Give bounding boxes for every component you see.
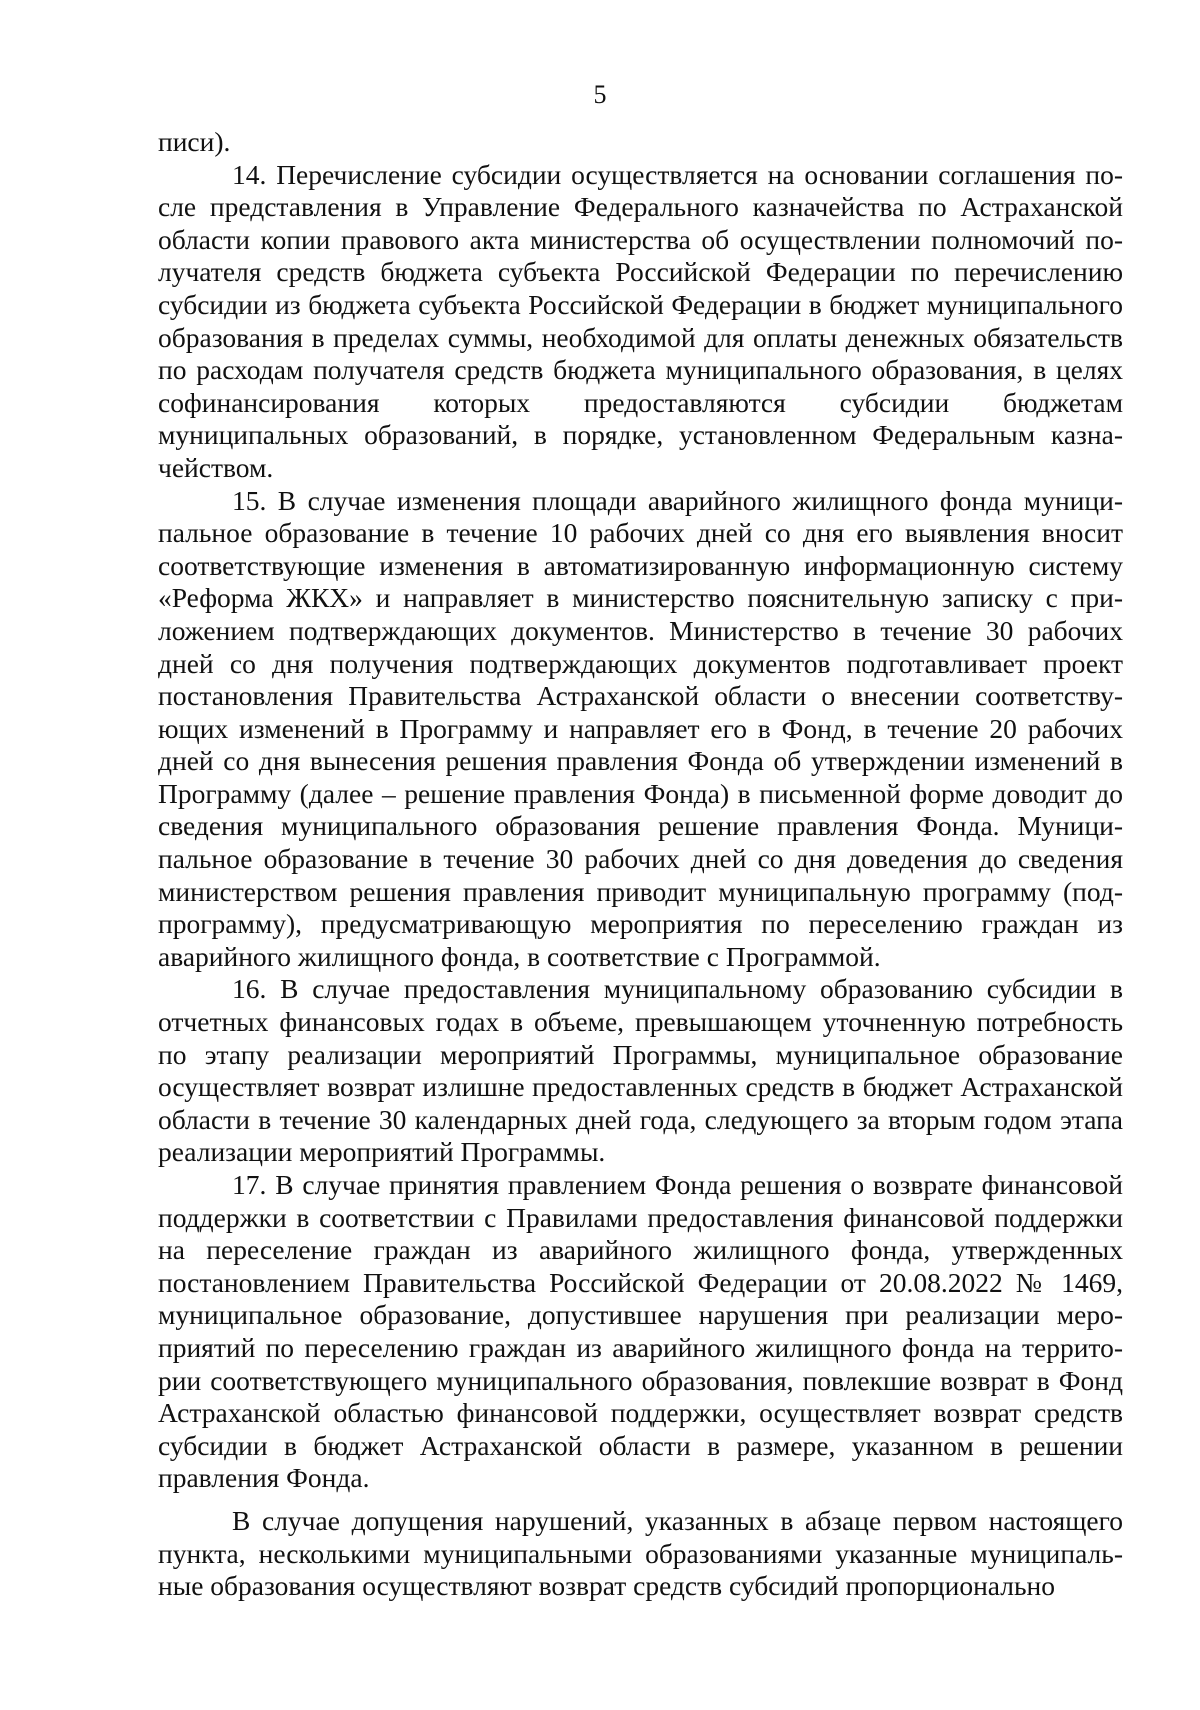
paragraph-continuation: писи).	[158, 126, 231, 157]
document-body	[158, 126, 1123, 1603]
paragraph-item-15: 15. В случае изменения площади аварийного жилищного фонда муниципальное образование в течение 10 рабочих дней со дня его выявления вносит соответствующие изменения в автоматизированную информационную систему «Реформа ЖКХ» и направляет в министерство пояснительную записку с приложением подтверждающих документов. Министерство в течение 30 рабочих дней со дня получения подтверждающих документов подготавливает проект постановления Правительства Астраханской области о внесении соответствующих изменений в Программу и направляет его в Фонд, в течение 20 рабочих дней со дня вынесения решения правления Фонда об утверждении изменений в Программу (далее – решение правления Фонда) в письменной форме доводит до сведения муниципального образования решение правления Фонда. Муниципальное образование в течение 30 рабочих дней со дня доведения до сведения министерством решения правления приводит муниципальную программу (подпрограмму), предусматривающую мероприятия по переселению граждан из аварийного жилищного фонда, в соответствие с Программой.	[158, 484, 1123, 972]
paragraph-item-17-second: В случае допущения нарушений, указанных в абзаце первом настоящего пункта, несколькими муниципальными образованиями указанные муниципальные образования осуществляют возврат средств субсидий пропорционально	[158, 1504, 1123, 1602]
paragraph-item-14: 14. Перечисление субсидии осуществляется на основании соглашения после представления в Управление Федерального казначейства по Астраханской области копии правового акта министерства об осуществлении полномочий получателя средств бюджета субъекта Российской Федерации по перечислению субсидии из бюджета субъекта Российской Федерации в бюджет муниципального образования в пределах суммы, необходимой для оплаты денежных обязательств по расходам получателя средств бюджета муниципального образования, в целях софинансирования которых предоставляются субсидии бюджетам муниципальных образований, в порядке, установленном Федеральным казначейством.	[158, 158, 1123, 483]
paragraph-item-17: 17. В случае принятия правлением Фонда решения о возврате финансовой поддержки в соответствии с Правилами предоставления финансовой поддержки на переселение граждан из аварийного жилищного фонда, утвержденных постановлением Правительства Российской Федерации от 20.08.2022 № 1469, муниципальное образование, допустившее нарушения при реализации мероприятий по переселению граждан из аварийного жилищного фонда на территории соответствующего муниципального образования, повлекшие возврат в Фонд Астраханской областью финансовой поддержки, осуществляет возврат средств субсидии в бюджет Астраханской области в размере, указанном в решении правления Фонда.	[158, 1169, 1123, 1494]
page-number: 5	[593, 80, 607, 109]
paragraph-item-16: 16. В случае предоставления муниципальному образованию субсидии в отчетных финансовых годах в объеме, превышающем уточненную потребность по этапу реализации мероприятий Программы, муниципальное образование осуществляет возврат излишне предоставленных средств в бюджет Астраханской области в течение 30 календарных дней года, следующего за вторым годом этапа реализации мероприятий Программы.	[158, 973, 1123, 1168]
